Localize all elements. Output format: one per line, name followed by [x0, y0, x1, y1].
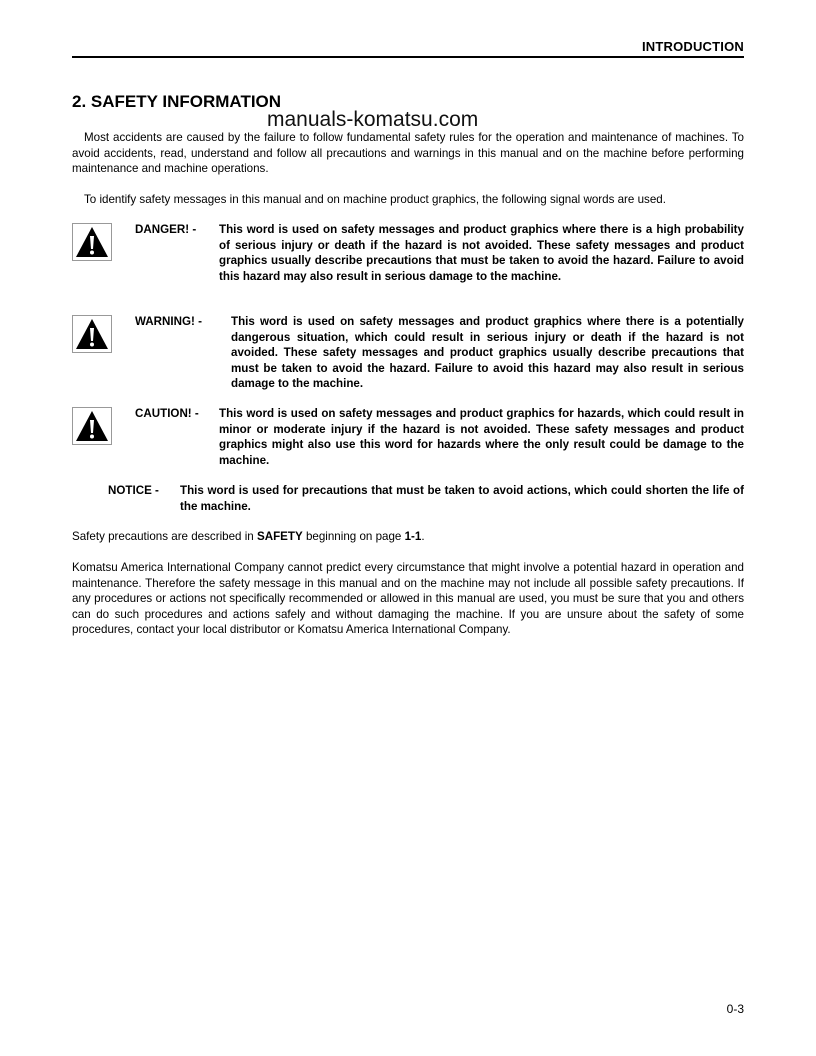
signal-word: CAUTION! -: [135, 407, 199, 420]
warning-triangle-icon: [72, 223, 112, 261]
safety-ref-page: 1-1: [404, 530, 422, 543]
signal-words-intro: To identify safety messages in this manual and on machine product graphics, the following signal words are used.: [84, 193, 666, 206]
warning-triangle-icon: [72, 407, 112, 445]
intro-paragraph: Most accidents are caused by the failure to follow fundamental safety rules for the operation and maintenance of machines. To avoid accidents, read, understand and follow all precautions and warnings in this manual and on the machine before performing maintenance and machine operations.: [72, 131, 744, 175]
signal-word: WARNING! -: [135, 315, 202, 328]
signal-description: This word is used on safety messages and product graphics where there is a potentially dangerous situation, which could result in serious injury or death if the hazard is not avoided. These safety messages and product graphics usually describe precautions that must be taken to avoid the hazard. Failure to avoid this hazard may also result in serious damage to the machine.: [231, 315, 744, 390]
page-number: 0-3: [726, 1002, 744, 1016]
section-title: 2. SAFETY INFORMATION: [72, 92, 282, 111]
signal-notice: [72, 483, 744, 515]
signal-danger: [72, 222, 744, 302]
signal-description: This word is used for precautions that must be taken to avoid actions, which could shorten the life of the machine.: [180, 484, 744, 513]
safety-ref-text: beginning on page: [302, 530, 405, 543]
safety-ref-text: Safety precautions are described in: [72, 530, 257, 543]
safety-ref-text: .: [421, 530, 425, 543]
signal-word: NOTICE -: [108, 484, 159, 497]
signal-caution: [72, 406, 744, 470]
signal-description: This word is used on safety messages and product graphics for hazards, which could result in minor or moderate injury if the hazard is not avoided. These safety messages and product graphics might also use this word for hazards where the only result could be damage to the machine.: [219, 407, 744, 467]
safety-reference: [72, 529, 744, 545]
header-rule: [72, 56, 744, 58]
disclaimer-paragraph: Komatsu America International Company cannot predict every circumstance that might involve a potential hazard in operation and maintenance. Therefore the safety message in this manual and on the machine may not include all possible safety precautions. If any procedures or actions not specifically recommended or allowed in this manual are used, you must be sure that you and others can do such procedures and actions safely and without damaging the machine. If you are unsure about the safety of some procedures, contact your local distributor or Komatsu America International Company.: [72, 561, 744, 636]
watermark: manuals-komatsu.com: [267, 108, 479, 131]
signal-word: DANGER! -: [135, 223, 197, 236]
signal-description: This word is used on safety messages and product graphics where there is a high probability of serious injury or death if the hazard is not avoided. These safety messages and product graphics usually describe precautions that must be taken to avoid the hazard. Failure to avoid this hazard may also result in serious damage to the machine.: [219, 223, 744, 283]
signal-warning: [72, 314, 744, 394]
safety-ref-section: SAFETY: [256, 530, 303, 543]
running-header: INTRODUCTION: [641, 39, 744, 54]
warning-triangle-icon: [72, 315, 112, 353]
